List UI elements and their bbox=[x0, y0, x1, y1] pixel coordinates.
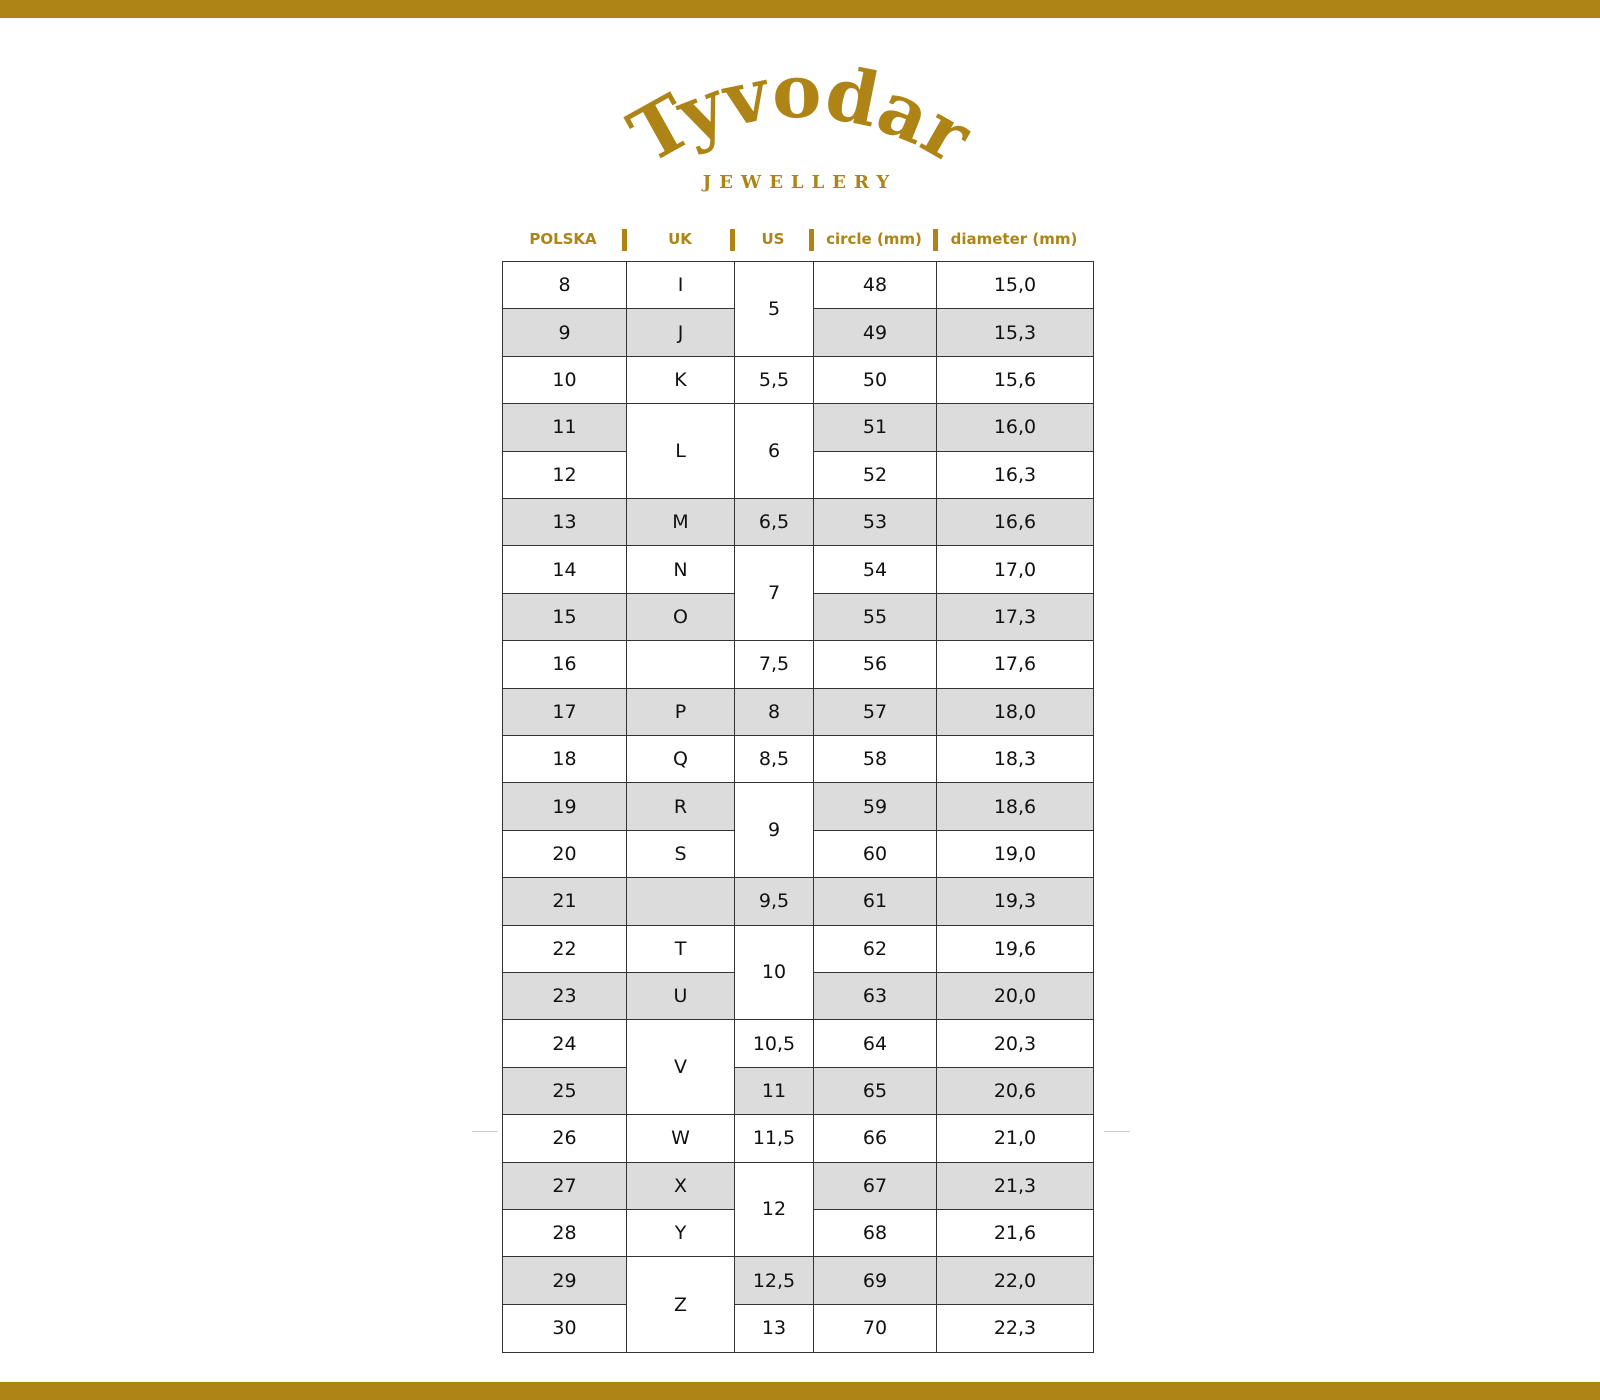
polska-size-cell: 9 bbox=[503, 309, 627, 356]
bottom-border-bar bbox=[0, 1382, 1600, 1400]
uk-size-cell: P bbox=[627, 689, 735, 736]
us-size-cell: 5,5 bbox=[735, 357, 814, 404]
uk-size-cell: W bbox=[627, 1115, 735, 1162]
us-size-cell: 13 bbox=[735, 1305, 814, 1352]
circle-mm-cell: 64 bbox=[814, 1020, 937, 1067]
brand-tagline: JEWELLERY bbox=[702, 172, 898, 193]
diameter-mm-cell: 16,6 bbox=[937, 499, 1093, 546]
uk-size-cell: Y bbox=[627, 1210, 735, 1257]
faint-guide-line-left bbox=[472, 1131, 498, 1132]
column-header: US bbox=[761, 230, 785, 248]
uk-size-cell: X bbox=[627, 1163, 735, 1210]
polska-size-cell: 12 bbox=[503, 452, 627, 499]
polska-size-cell: 17 bbox=[503, 689, 627, 736]
top-border-bar bbox=[0, 0, 1600, 18]
header-separator bbox=[809, 229, 814, 251]
header-separator bbox=[622, 229, 627, 251]
us-size-cell: 7,5 bbox=[735, 641, 814, 688]
diameter-mm-cell: 21,6 bbox=[937, 1210, 1093, 1257]
column-header: UK bbox=[668, 230, 692, 248]
polska-size-cell: 24 bbox=[503, 1020, 627, 1067]
polska-size-cell: 16 bbox=[503, 641, 627, 688]
circle-mm-cell: 65 bbox=[814, 1068, 937, 1115]
header-separator bbox=[933, 229, 938, 251]
uk-size-cell: T bbox=[627, 926, 735, 973]
circle-mm-cell: 48 bbox=[814, 262, 937, 309]
uk-size-cell bbox=[627, 878, 735, 925]
diameter-mm-cell: 20,3 bbox=[937, 1020, 1093, 1067]
us-size-cell: 12,5 bbox=[735, 1257, 814, 1304]
circle-mm-cell: 60 bbox=[814, 831, 937, 878]
circle-mm-cell: 59 bbox=[814, 783, 937, 830]
uk-size-cell: N bbox=[627, 546, 735, 593]
uk-size-cell: K bbox=[627, 357, 735, 404]
uk-size-cell: M bbox=[627, 499, 735, 546]
diameter-mm-cell: 19,3 bbox=[937, 878, 1093, 925]
uk-size-cell: Z bbox=[627, 1257, 735, 1352]
us-size-cell: 6,5 bbox=[735, 499, 814, 546]
diameter-mm-cell: 21,0 bbox=[937, 1115, 1093, 1162]
polska-size-cell: 19 bbox=[503, 783, 627, 830]
polska-size-cell: 21 bbox=[503, 878, 627, 925]
uk-size-cell: V bbox=[627, 1020, 735, 1115]
circle-mm-cell: 63 bbox=[814, 973, 937, 1020]
diameter-mm-cell: 16,0 bbox=[937, 404, 1093, 451]
tyvodar-logo bbox=[600, 60, 1000, 220]
polska-size-cell: 10 bbox=[503, 357, 627, 404]
diameter-mm-cell: 15,3 bbox=[937, 309, 1093, 356]
us-size-cell: 9,5 bbox=[735, 878, 814, 925]
us-size-cell: 6 bbox=[735, 404, 814, 499]
polska-size-cell: 23 bbox=[503, 973, 627, 1020]
diameter-mm-cell: 22,3 bbox=[993, 1317, 1037, 1340]
column-header: diameter (mm) bbox=[950, 230, 1078, 248]
uk-size-cell: R bbox=[627, 783, 735, 830]
polska-size-cell: 14 bbox=[503, 546, 627, 593]
polska-size-cell: 26 bbox=[503, 1115, 627, 1162]
polska-size-cell: 20 bbox=[503, 831, 627, 878]
circle-mm-cell: 55 bbox=[814, 594, 937, 641]
polska-size-cell: 18 bbox=[503, 736, 627, 783]
diameter-mm-cell: 22,0 bbox=[937, 1257, 1093, 1304]
svg-text:Tyvodar: Tyvodar bbox=[615, 60, 985, 181]
us-size-cell: 10 bbox=[735, 926, 814, 1021]
circle-mm-cell: 49 bbox=[814, 309, 937, 356]
uk-size-cell: L bbox=[627, 404, 735, 499]
us-size-cell: 12 bbox=[735, 1163, 814, 1258]
diameter-mm-cell: 19,0 bbox=[937, 831, 1093, 878]
diameter-mm-cell: 18,3 bbox=[937, 736, 1093, 783]
uk-size-cell: O bbox=[627, 594, 735, 641]
us-size-cell: 7 bbox=[735, 546, 814, 641]
circle-mm-cell: 70 bbox=[814, 1305, 937, 1352]
circle-mm-cell: 51 bbox=[814, 404, 937, 451]
circle-mm-cell: 56 bbox=[814, 641, 937, 688]
diameter-mm-cell: 17,0 bbox=[937, 546, 1093, 593]
uk-size-cell: I bbox=[627, 262, 735, 309]
uk-size-cell: Q bbox=[627, 736, 735, 783]
us-size-cell: 5 bbox=[735, 262, 814, 357]
column-header: POLSKA bbox=[529, 230, 597, 248]
diameter-mm-cell: 20,0 bbox=[937, 973, 1093, 1020]
us-size-cell: 10,5 bbox=[735, 1020, 814, 1067]
polska-size-cell: 22 bbox=[503, 926, 627, 973]
us-size-cell: 11 bbox=[735, 1068, 814, 1115]
polska-size-cell: 30 bbox=[503, 1305, 627, 1352]
polska-size-cell: 27 bbox=[503, 1163, 627, 1210]
diameter-mm-cell: 15,6 bbox=[937, 357, 1093, 404]
header-separator bbox=[730, 229, 735, 251]
polska-size-cell: 11 bbox=[503, 404, 627, 451]
diameter-mm-cell: 15,0 bbox=[937, 262, 1093, 309]
diameter-mm-cell: 16,3 bbox=[937, 452, 1093, 499]
diameter-mm-cell: 18,0 bbox=[937, 689, 1093, 736]
circle-mm-cell: 53 bbox=[814, 499, 937, 546]
polska-size-cell: 13 bbox=[503, 499, 627, 546]
uk-size-cell: J bbox=[627, 309, 735, 356]
polska-size-cell: 15 bbox=[503, 594, 627, 641]
faint-guide-line-right bbox=[1104, 1131, 1130, 1132]
us-size-cell: 8,5 bbox=[735, 736, 814, 783]
uk-size-cell bbox=[627, 641, 735, 688]
uk-size-cell: S bbox=[627, 831, 735, 878]
polska-size-cell: 28 bbox=[503, 1210, 627, 1257]
circle-mm-cell: 69 bbox=[814, 1257, 937, 1304]
polska-size-cell: 25 bbox=[503, 1068, 627, 1115]
us-size-cell: 11,5 bbox=[735, 1115, 814, 1162]
circle-mm-cell: 67 bbox=[814, 1163, 937, 1210]
circle-mm-cell: 54 bbox=[814, 546, 937, 593]
uk-size-cell: U bbox=[627, 973, 735, 1020]
circle-mm-cell: 61 bbox=[814, 878, 937, 925]
us-size-cell: 9 bbox=[735, 783, 814, 878]
diameter-mm-cell: 20,6 bbox=[937, 1068, 1093, 1115]
polska-size-cell: 29 bbox=[503, 1257, 627, 1304]
circle-mm-cell: 66 bbox=[814, 1115, 937, 1162]
circle-mm-cell: 62 bbox=[814, 926, 937, 973]
us-size-cell: 8 bbox=[735, 689, 814, 736]
diameter-mm-cell: 19,6 bbox=[937, 926, 1093, 973]
polska-size-cell: 8 bbox=[503, 262, 627, 309]
diameter-mm-cell: 17,6 bbox=[937, 641, 1093, 688]
column-header: circle (mm) bbox=[826, 230, 922, 248]
ring-size-table bbox=[502, 261, 1094, 1353]
diameter-mm-cell: 18,6 bbox=[937, 783, 1093, 830]
circle-mm-cell: 58 bbox=[814, 736, 937, 783]
diameter-mm-cell: 17,3 bbox=[937, 594, 1093, 641]
circle-mm-cell: 68 bbox=[814, 1210, 937, 1257]
circle-mm-cell: 50 bbox=[814, 357, 937, 404]
diameter-mm-cell: 21,3 bbox=[937, 1163, 1093, 1210]
circle-mm-cell: 57 bbox=[814, 689, 937, 736]
circle-mm-cell: 52 bbox=[814, 452, 937, 499]
